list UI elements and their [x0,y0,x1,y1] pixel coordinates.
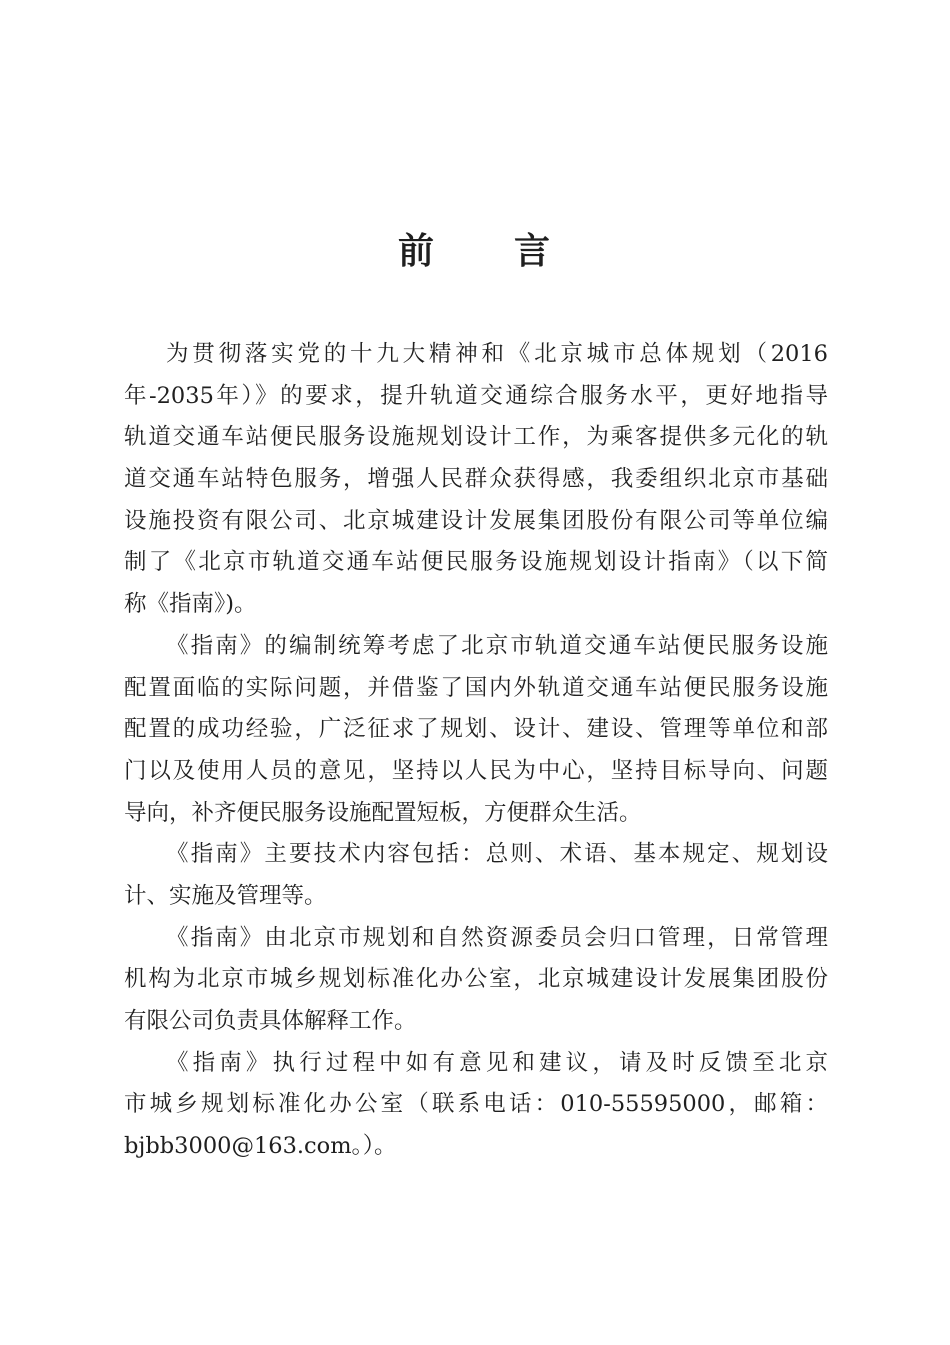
text-line: 导向，补齐便民服务设施配置短板，方便群众生活。 [124,799,642,826]
text-line: 制了《北京市轨道交通车站便民服务设施规划设计指南》（以下简 [124,549,828,576]
text-line: 门以及使用人员的意见，坚持以人民为中心，坚持目标导向、问题 [124,757,828,784]
text-line: 设施投资有限公司、北京城建设计发展集团股份有限公司等单位编 [124,507,828,534]
text-line: 为贯彻落实党的十九大精神和《北京城市总体规划（2016 [166,341,828,367]
preface-body [124,334,828,1168]
text-line: 配置面临的实际问题，并借鉴了国内外轨道交通车站便民服务设施 [124,674,828,701]
paragraph [124,626,828,834]
title-char-2: 言 [514,231,553,272]
text-line: 《指南》执行过程中如有意见和建议，请及时反馈至北京 [166,1049,828,1076]
text-line: 机构为北京市城乡规划标准化办公室，北京城建设计发展集团股份 [124,966,828,993]
text-line: 市城乡规划标准化办公室（联系电话：010-55595000，邮箱： [124,1091,828,1118]
paragraph [124,334,828,626]
text-line: 轨道交通车站便民服务设施规划设计工作，为乘客提供多元化的轨 [124,424,828,451]
paragraph [124,1043,828,1168]
text-line: 称《指南》)。 [124,591,257,618]
paragraph [124,918,828,1043]
text-line: 年-2035年）》的要求，提升轨道交通综合服务水平，更好地指导 [124,382,828,409]
title-char-1: 前 [397,231,436,272]
text-line: 道交通车站特色服务，增强人民群众获得感，我委组织北京市基础 [124,466,828,493]
page-title [0,222,950,282]
text-line: 计、实施及管理等。 [124,882,327,909]
text-line: 配置的成功经验，广泛征求了规划、设计、建设、管理等单位和部 [124,716,828,743]
text-line: 《指南》由北京市规划和自然资源委员会归口管理，日常管理 [166,924,828,951]
text-line: 《指南》主要技术内容包括：总则、术语、基本规定、规划设 [166,841,828,868]
paragraph [124,834,828,917]
text-line: bjbb3000@163.com。）。 [124,1133,397,1160]
text-line: 《指南》的编制统筹考虑了北京市轨道交通车站便民服务设施 [166,632,828,659]
text-line: 有限公司负责具体解释工作。 [124,1008,417,1034]
